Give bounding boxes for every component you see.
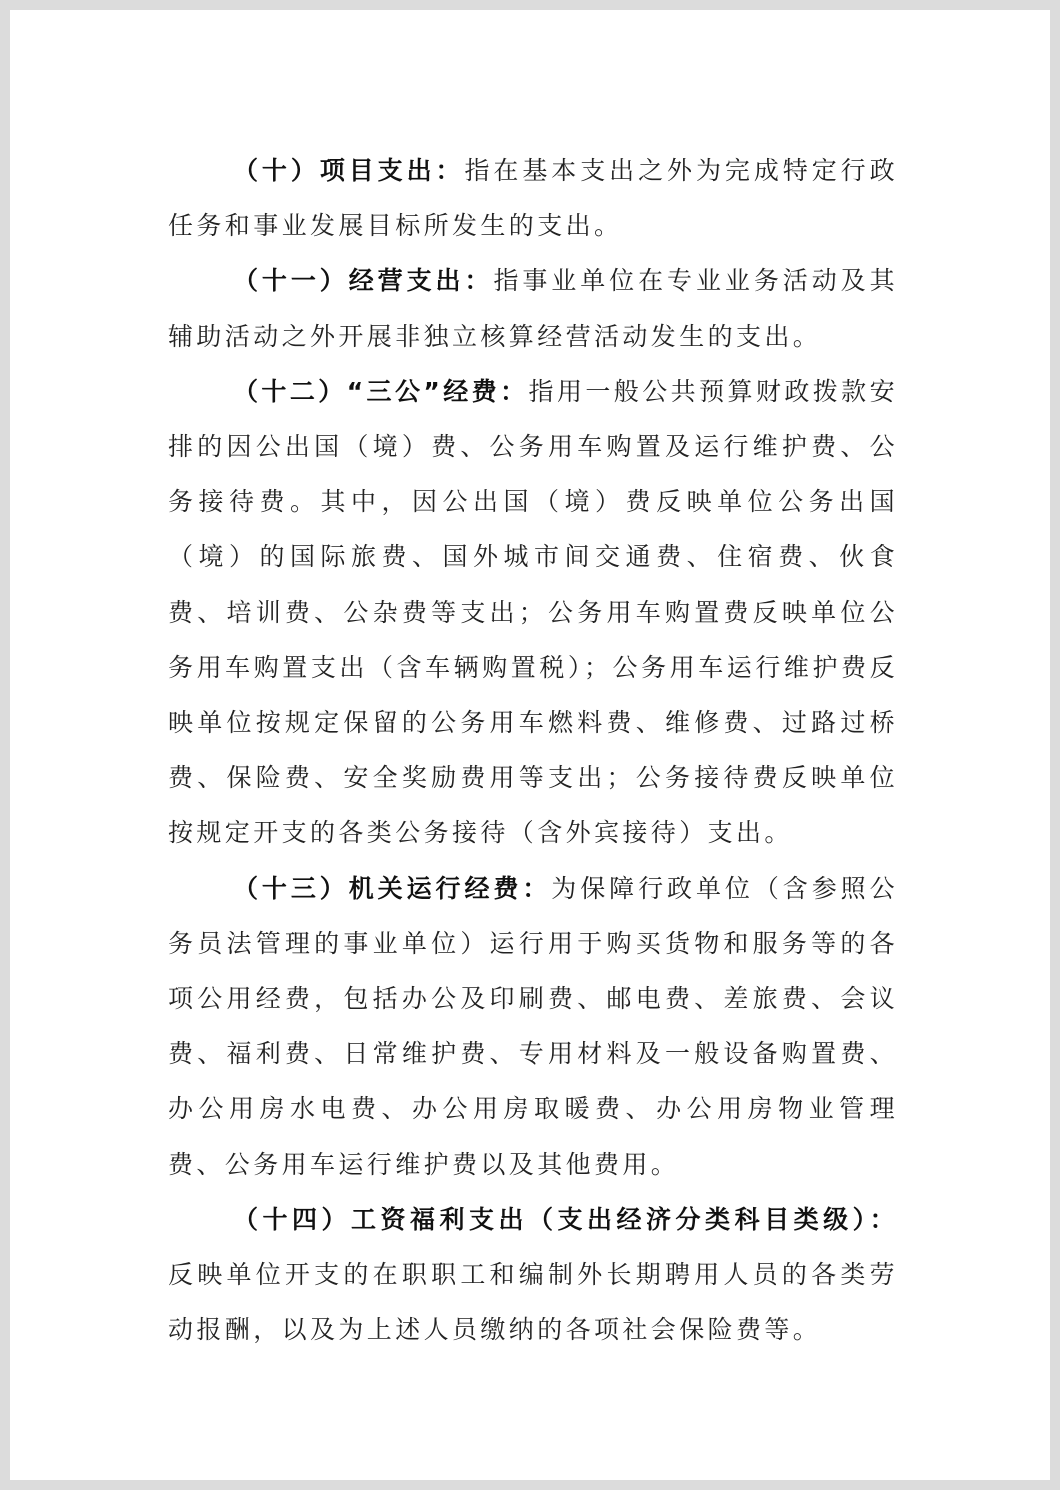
paragraph-operating-expenditure [168,253,898,363]
paragraph-wages-welfare-expenditure [168,1192,898,1358]
paragraph-text: 指用一般公共预算财政拨款安排的因公出国（境）费、公务用车购置及运行维护费、公务接待费。其中，因公出国（境）费反映单位公务出国（境）的国际旅费、国外城市间交通费、住宿费、伙食费、培训费、公杂费等支出；公务用车购置费反映单位公务用车购置支出（含车辆购置税）；公务用车运行维护费反映单位按规定保留的公务用车燃料费、维修费、过路过桥费、保险费、安全奖励费用等支出；公务接待费反映单位按规定开支的各类公务接待（含外宾接待）支出。 [168,376,899,848]
paragraph-number: （十二） [233,376,347,406]
term-heading: 项目支出： [319,156,465,185]
paragraph-number: （十） [233,156,320,185]
term-heading: 经营支出： [348,266,494,296]
term-heading: 工资福利支出（支出经济分类科目类级）： [351,1204,898,1234]
paragraph-text: 指事业单位在专业业务活动及其辅助活动之外开展非独立核算经营活动发生的支出。 [168,266,898,351]
document-body [168,143,898,1357]
document-page [10,10,1050,1480]
paragraph-text: 指在基本支出之外为完成特定行政任务和事业发展目标所发生的支出。 [168,156,898,241]
term-heading: 机关运行经费： [348,873,552,903]
paragraph-number: （十一） [233,266,349,296]
paragraph-number: （十四） [233,1204,352,1234]
term-heading: “三公”经费： [346,376,529,406]
paragraph-text: 为保障行政单位（含参照公务员法管理的事业单位）运行用于购买货物和服务等的各项公用经费，包括办公及印刷费、邮电费、差旅费、会议费、福利费、日常维护费、专用材料及一般设备购置费、办公用房水电费、办公用房取暖费、办公用房物业管理费、公务用车运行维护费以及其他费用。 [168,873,898,1179]
paragraph-three-public-expenses [168,364,898,861]
paragraph-text: 反映单位开支的在职职工和编制外长期聘用人员的各类劳动报酬，以及为上述人员缴纳的各项社会保险费等。 [168,1260,898,1345]
paragraph-number: （十三） [233,873,349,903]
paragraph-project-expenditure [168,143,898,253]
paragraph-agency-operating-funds [168,861,898,1192]
